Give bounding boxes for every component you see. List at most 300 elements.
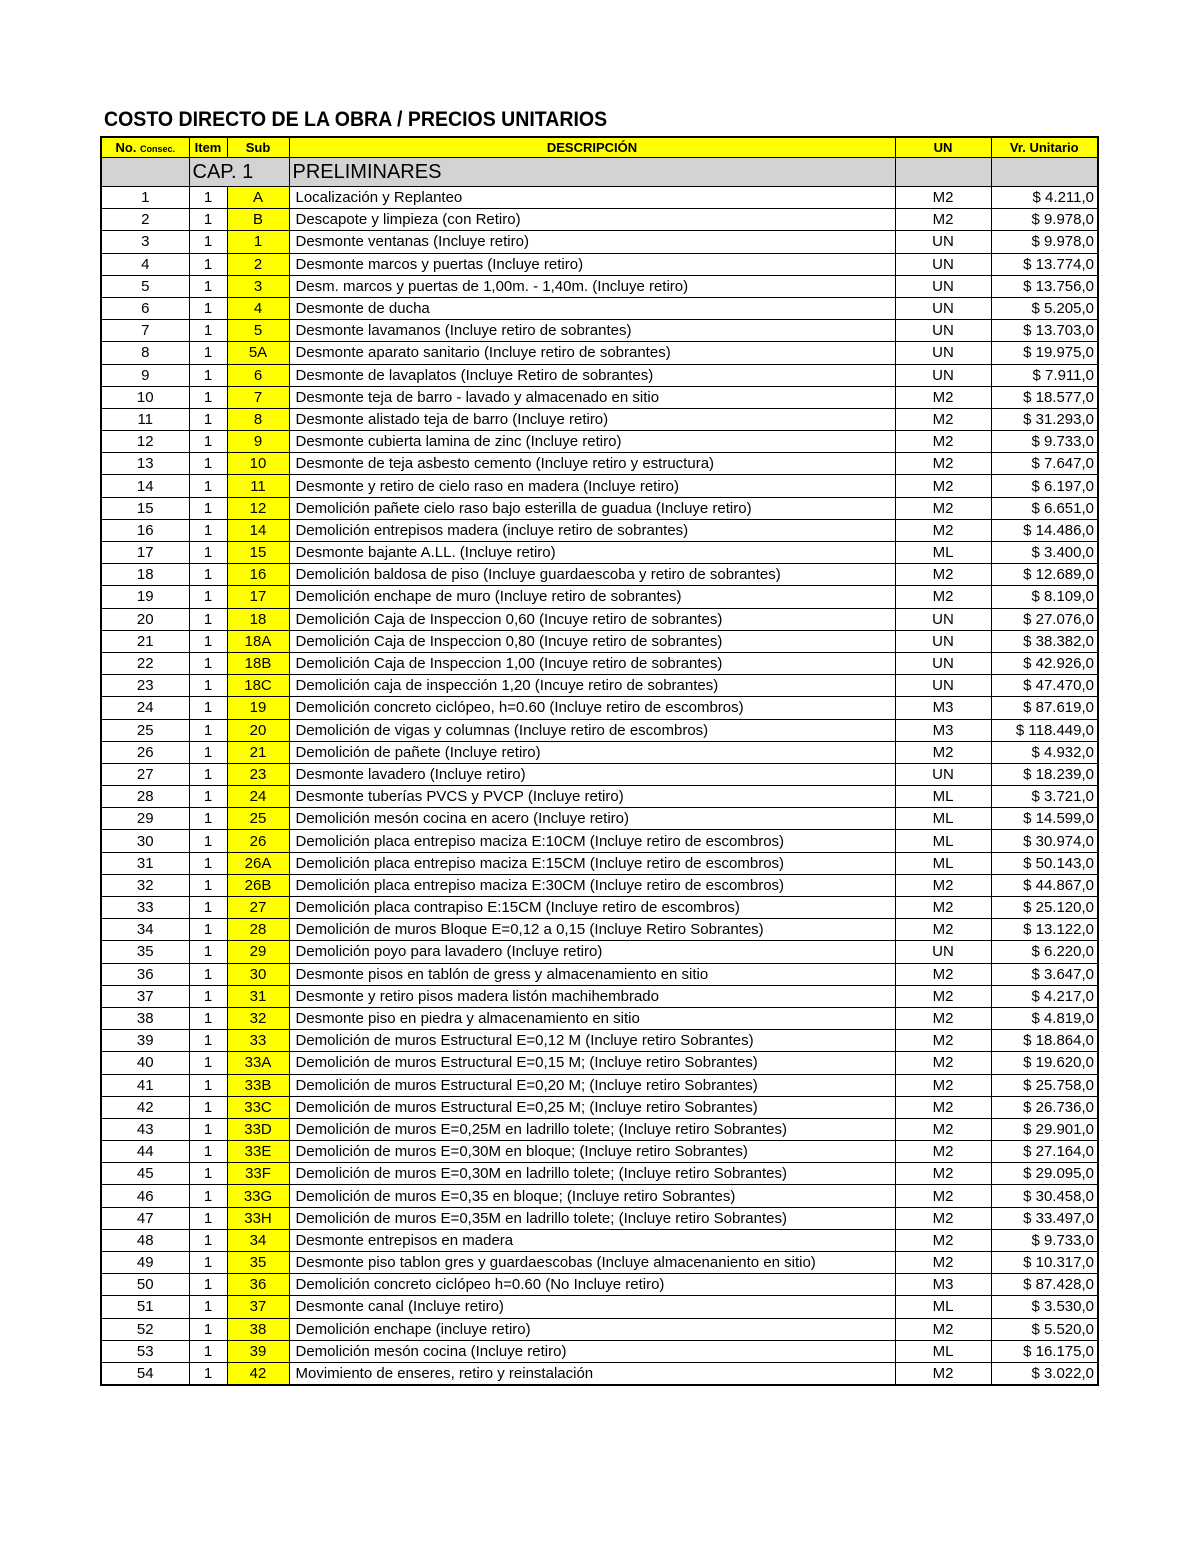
cell-sub: 33 [227, 1030, 289, 1052]
cell-item: 1 [189, 941, 227, 963]
cell-vr-unitario: $ 25.758,0 [991, 1074, 1098, 1096]
table-row [101, 763, 1098, 785]
cell-item: 1 [189, 187, 227, 209]
cell-descripcion: Demolición de muros Estructural E=0,20 M; (Incluye retiro Sobrantes) [289, 1074, 895, 1096]
cell-descripcion: Demolición poyo para lavadero (Incluye retiro) [289, 941, 895, 963]
cell-sub: 26B [227, 874, 289, 896]
cell-sub: 24 [227, 786, 289, 808]
cell-sub: 9 [227, 431, 289, 453]
cell-vr-unitario: $ 26.736,0 [991, 1096, 1098, 1118]
cell-descripcion: Demolición mesón cocina (Incluye retiro) [289, 1340, 895, 1362]
cell-sub: 32 [227, 1007, 289, 1029]
cell-no: 25 [101, 719, 189, 741]
cell-un: M2 [895, 475, 991, 497]
cell-sub: 27 [227, 897, 289, 919]
cell-vr-unitario: $ 25.120,0 [991, 897, 1098, 919]
cell-descripcion: Demolición de muros Estructural E=0,12 M (Incluye retiro Sobrantes) [289, 1030, 895, 1052]
cell-descripcion: Demolición de muros Estructural E=0,25 M; (Incluye retiro Sobrantes) [289, 1096, 895, 1118]
cell-item: 1 [189, 475, 227, 497]
table-row [101, 1274, 1098, 1296]
cell-no: 9 [101, 364, 189, 386]
cell-descripcion: Demolición Caja de Inspeccion 1,00 (Incuye retiro de sobrantes) [289, 652, 895, 674]
cell-sub: 1 [227, 231, 289, 253]
cell-sub: 42 [227, 1362, 289, 1385]
cell-sub: 2 [227, 253, 289, 275]
cell-un: M2 [895, 1163, 991, 1185]
cell-un: UN [895, 652, 991, 674]
cell-vr-unitario: $ 4.819,0 [991, 1007, 1098, 1029]
cell-no: 46 [101, 1185, 189, 1207]
cell-descripcion: Demolición concreto ciclópeo, h=0.60 (Incluye retiro de escombros) [289, 697, 895, 719]
cell-no: 8 [101, 342, 189, 364]
cell-descripcion: Demolición pañete cielo raso bajo esterilla de guadua (Incluye retiro) [289, 497, 895, 519]
cell-no: 30 [101, 830, 189, 852]
cell-no: 39 [101, 1030, 189, 1052]
cell-descripcion: Desmonte lavadero (Incluye retiro) [289, 763, 895, 785]
table-row [101, 1163, 1098, 1185]
cell-descripcion: Demolición de muros E=0,35 en bloque; (Incluye retiro Sobrantes) [289, 1185, 895, 1207]
cell-descripcion: Movimiento de enseres, retiro y reinstalación [289, 1362, 895, 1385]
table-row [101, 874, 1098, 896]
cell-no: 32 [101, 874, 189, 896]
cell-descripcion: Demolición de muros Bloque E=0,12 a 0,15 (Incluye Retiro Sobrantes) [289, 919, 895, 941]
cell-no: 22 [101, 652, 189, 674]
cell-vr-unitario: $ 47.470,0 [991, 675, 1098, 697]
cell-sub: 33H [227, 1207, 289, 1229]
cell-item: 1 [189, 519, 227, 541]
cell-sub: 33D [227, 1118, 289, 1140]
cell-item: 1 [189, 431, 227, 453]
cell-no: 16 [101, 519, 189, 541]
cell-vr-unitario: $ 50.143,0 [991, 852, 1098, 874]
table-row [101, 652, 1098, 674]
cell-item: 1 [189, 697, 227, 719]
cell-item: 1 [189, 1252, 227, 1274]
cell-descripcion: Demolición de muros E=0,30M en ladrillo tolete; (Incluye retiro Sobrantes) [289, 1163, 895, 1185]
cell-vr-unitario: $ 6.220,0 [991, 941, 1098, 963]
cell-un: ML [895, 852, 991, 874]
cell-item: 1 [189, 808, 227, 830]
table-row [101, 1318, 1098, 1340]
table-row [101, 852, 1098, 874]
cell-un: M2 [895, 1185, 991, 1207]
cell-item: 1 [189, 919, 227, 941]
cell-item: 1 [189, 786, 227, 808]
cell-descripcion: Demolición Caja de Inspeccion 0,80 (Incuye retiro de sobrantes) [289, 630, 895, 652]
cell-vr-unitario: $ 9.978,0 [991, 209, 1098, 231]
cell-sub: 25 [227, 808, 289, 830]
cell-vr-unitario: $ 27.164,0 [991, 1141, 1098, 1163]
cell-un: M3 [895, 1274, 991, 1296]
cell-no: 47 [101, 1207, 189, 1229]
cell-sub: 33A [227, 1052, 289, 1074]
cell-descripcion: Desmonte ventanas (Incluye retiro) [289, 231, 895, 253]
cell-item: 1 [189, 542, 227, 564]
table-row [101, 1052, 1098, 1074]
cell-sub: B [227, 209, 289, 231]
cell-item: 1 [189, 408, 227, 430]
cell-un: M2 [895, 985, 991, 1007]
cell-un: ML [895, 808, 991, 830]
cell-item: 1 [189, 275, 227, 297]
cell-vr-unitario: $ 19.620,0 [991, 1052, 1098, 1074]
cell-vr-unitario: $ 14.599,0 [991, 808, 1098, 830]
cell-un: M2 [895, 453, 991, 475]
cell-vr-unitario: $ 16.175,0 [991, 1340, 1098, 1362]
table-row [101, 408, 1098, 430]
page-title: COSTO DIRECTO DE LA OBRA / PRECIOS UNITARIOS [104, 108, 608, 131]
cell-no: 23 [101, 675, 189, 697]
cell-descripcion: Desmonte y retiro pisos madera listón machihembrado [289, 985, 895, 1007]
cell-no: 18 [101, 564, 189, 586]
cell-sub: 7 [227, 386, 289, 408]
cell-vr-unitario: $ 7.647,0 [991, 453, 1098, 475]
cell-descripcion: Demolición enchape (incluye retiro) [289, 1318, 895, 1340]
cell-vr-unitario: $ 4.932,0 [991, 741, 1098, 763]
cell-descripcion: Demolición concreto ciclópeo h=0.60 (No Incluye retiro) [289, 1274, 895, 1296]
cell-un: M2 [895, 919, 991, 941]
table-row [101, 697, 1098, 719]
table-row [101, 1340, 1098, 1362]
cell-un: M2 [895, 1030, 991, 1052]
cell-un: M2 [895, 897, 991, 919]
table-row [101, 1185, 1098, 1207]
cell-descripcion: Demolición mesón cocina en acero (Incluye retiro) [289, 808, 895, 830]
cell-sub: 26A [227, 852, 289, 874]
cell-descripcion: Desmonte alistado teja de barro (Incluye retiro) [289, 408, 895, 430]
table-row [101, 586, 1098, 608]
table-row [101, 1207, 1098, 1229]
cell-vr-unitario: $ 31.293,0 [991, 408, 1098, 430]
cell-vr-unitario: $ 3.530,0 [991, 1296, 1098, 1318]
cell-un: M2 [895, 187, 991, 209]
cell-vr-unitario: $ 42.926,0 [991, 652, 1098, 674]
cell-sub: 33E [227, 1141, 289, 1163]
cell-un: M2 [895, 1007, 991, 1029]
cell-vr-unitario: $ 9.733,0 [991, 1229, 1098, 1251]
table-row [101, 1118, 1098, 1140]
cell-no: 27 [101, 763, 189, 785]
cell-no: 52 [101, 1318, 189, 1340]
cell-descripcion: Desmonte cubierta lamina de zinc (Incluye retiro) [289, 431, 895, 453]
cell-un: UN [895, 320, 991, 342]
cell-sub: 36 [227, 1274, 289, 1296]
cell-no: 29 [101, 808, 189, 830]
cell-no: 48 [101, 1229, 189, 1251]
cell-item: 1 [189, 231, 227, 253]
table-row [101, 808, 1098, 830]
cell-item: 1 [189, 874, 227, 896]
table-row [101, 320, 1098, 342]
cell-item: 1 [189, 608, 227, 630]
cell-no: 17 [101, 542, 189, 564]
cell-descripcion: Desmonte y retiro de cielo raso en madera (Incluye retiro) [289, 475, 895, 497]
cell-no: 2 [101, 209, 189, 231]
cell-sub: 31 [227, 985, 289, 1007]
cell-item: 1 [189, 1096, 227, 1118]
cell-no: 44 [101, 1141, 189, 1163]
chapter-label: CAP. 1 [189, 158, 289, 187]
cell-no: 31 [101, 852, 189, 874]
cell-item: 1 [189, 497, 227, 519]
cell-descripcion: Desmonte canal (Incluye retiro) [289, 1296, 895, 1318]
cell-sub: 18B [227, 652, 289, 674]
cell-vr-unitario: $ 87.619,0 [991, 697, 1098, 719]
cell-un: ML [895, 830, 991, 852]
cell-no: 54 [101, 1362, 189, 1385]
cell-sub: 38 [227, 1318, 289, 1340]
cell-sub: 37 [227, 1296, 289, 1318]
cell-no: 14 [101, 475, 189, 497]
cell-no: 40 [101, 1052, 189, 1074]
cell-un: M2 [895, 1362, 991, 1385]
cell-descripcion: Desmonte de lavaplatos (Incluye Retiro de sobrantes) [289, 364, 895, 386]
cell-item: 1 [189, 830, 227, 852]
cell-vr-unitario: $ 13.756,0 [991, 275, 1098, 297]
cell-descripcion: Demolición de muros E=0,25M en ladrillo tolete; (Incluye retiro Sobrantes) [289, 1118, 895, 1140]
cell-descripcion: Desm. marcos y puertas de 1,00m. - 1,40m. (Incluye retiro) [289, 275, 895, 297]
cell-un: UN [895, 763, 991, 785]
cell-item: 1 [189, 1296, 227, 1318]
cell-item: 1 [189, 675, 227, 697]
cell-item: 1 [189, 386, 227, 408]
cell-un: ML [895, 1340, 991, 1362]
cell-un: M2 [895, 1252, 991, 1274]
cell-descripcion: Demolición placa entrepiso maciza E:15CM (Incluye retiro de escombros) [289, 852, 895, 874]
cell-vr-unitario: $ 13.122,0 [991, 919, 1098, 941]
cell-item: 1 [189, 1362, 227, 1385]
cell-no: 42 [101, 1096, 189, 1118]
cell-descripcion: Desmonte teja de barro - lavado y almacenado en sitio [289, 386, 895, 408]
chapter-empty-cell [895, 158, 991, 187]
cell-vr-unitario: $ 3.022,0 [991, 1362, 1098, 1385]
cell-item: 1 [189, 1229, 227, 1251]
cell-no: 51 [101, 1296, 189, 1318]
cell-descripcion: Desmonte piso tablon gres y guardaescobas (Incluye almacenaniento en sitio) [289, 1252, 895, 1274]
cell-item: 1 [189, 652, 227, 674]
header-no-consec: No. Consec. [101, 137, 189, 158]
cell-sub: 17 [227, 586, 289, 608]
cell-un: M2 [895, 564, 991, 586]
cell-item: 1 [189, 320, 227, 342]
cell-vr-unitario: $ 12.689,0 [991, 564, 1098, 586]
cell-descripcion: Demolición de muros E=0,30M en bloque; (Incluye retiro Sobrantes) [289, 1141, 895, 1163]
cell-descripcion: Demolición Caja de Inspeccion 0,60 (Incuye retiro de sobrantes) [289, 608, 895, 630]
cell-vr-unitario: $ 4.211,0 [991, 187, 1098, 209]
table-row [101, 1141, 1098, 1163]
cell-descripcion: Desmonte aparato sanitario (Incluye retiro de sobrantes) [289, 342, 895, 364]
cell-no: 5 [101, 275, 189, 297]
cell-sub: 18C [227, 675, 289, 697]
cell-un: M2 [895, 386, 991, 408]
header-un: UN [895, 137, 991, 158]
cell-no: 38 [101, 1007, 189, 1029]
table-row [101, 275, 1098, 297]
cell-vr-unitario: $ 30.458,0 [991, 1185, 1098, 1207]
cell-sub: 8 [227, 408, 289, 430]
cell-item: 1 [189, 1052, 227, 1074]
cell-vr-unitario: $ 9.733,0 [991, 431, 1098, 453]
cell-vr-unitario: $ 33.497,0 [991, 1207, 1098, 1229]
cell-sub: 35 [227, 1252, 289, 1274]
table-row [101, 209, 1098, 231]
header-sub: Sub [227, 137, 289, 158]
cell-no: 19 [101, 586, 189, 608]
table-header-row [101, 137, 1098, 158]
chapter-name: PRELIMINARES [289, 158, 895, 187]
cell-descripcion: Demolición baldosa de piso (Incluye guardaescoba y retiro de sobrantes) [289, 564, 895, 586]
cell-sub: 14 [227, 519, 289, 541]
table-row [101, 786, 1098, 808]
cell-no: 4 [101, 253, 189, 275]
cell-no: 43 [101, 1118, 189, 1140]
table-row [101, 1252, 1098, 1274]
table-row [101, 297, 1098, 319]
chapter-empty-cell [991, 158, 1098, 187]
cell-descripcion: Demolición de pañete (Incluye retiro) [289, 741, 895, 763]
cell-vr-unitario: $ 7.911,0 [991, 364, 1098, 386]
cell-sub: 19 [227, 697, 289, 719]
cell-vr-unitario: $ 87.428,0 [991, 1274, 1098, 1296]
cell-item: 1 [189, 1274, 227, 1296]
cell-vr-unitario: $ 10.317,0 [991, 1252, 1098, 1274]
cell-no: 36 [101, 963, 189, 985]
cell-un: M2 [895, 1207, 991, 1229]
table-row [101, 253, 1098, 275]
cell-descripcion: Desmonte tuberías PVCS y PVCP (Incluye retiro) [289, 786, 895, 808]
cell-sub: 4 [227, 297, 289, 319]
cell-sub: 20 [227, 719, 289, 741]
cell-un: UN [895, 231, 991, 253]
cell-no: 35 [101, 941, 189, 963]
cell-vr-unitario: $ 29.095,0 [991, 1163, 1098, 1185]
cell-descripcion: Desmonte piso en piedra y almacenamiento en sitio [289, 1007, 895, 1029]
cell-vr-unitario: $ 13.703,0 [991, 320, 1098, 342]
table-row [101, 542, 1098, 564]
header-vr-unitario: Vr. Unitario [991, 137, 1098, 158]
cell-item: 1 [189, 586, 227, 608]
cell-no: 12 [101, 431, 189, 453]
cell-no: 45 [101, 1163, 189, 1185]
table-row [101, 1074, 1098, 1096]
cell-sub: 18 [227, 608, 289, 630]
cell-descripcion: Demolición entrepisos madera (incluye retiro de sobrantes) [289, 519, 895, 541]
table-row [101, 386, 1098, 408]
cell-un: M2 [895, 741, 991, 763]
cell-un: M3 [895, 719, 991, 741]
table-row [101, 364, 1098, 386]
table-row [101, 985, 1098, 1007]
cell-descripcion: Desmonte pisos en tablón de gress y almacenamiento en sitio [289, 963, 895, 985]
cell-no: 24 [101, 697, 189, 719]
cell-sub: 16 [227, 564, 289, 586]
table-row [101, 1030, 1098, 1052]
cell-descripcion: Desmonte de ducha [289, 297, 895, 319]
cell-descripcion: Desmonte marcos y puertas (Incluye retiro) [289, 253, 895, 275]
cell-no: 41 [101, 1074, 189, 1096]
cell-vr-unitario: $ 5.205,0 [991, 297, 1098, 319]
cell-vr-unitario: $ 30.974,0 [991, 830, 1098, 852]
cell-un: M2 [895, 586, 991, 608]
cell-item: 1 [189, 963, 227, 985]
cell-un: M2 [895, 431, 991, 453]
table-row [101, 675, 1098, 697]
table-row [101, 1296, 1098, 1318]
cell-no: 49 [101, 1252, 189, 1274]
cell-item: 1 [189, 342, 227, 364]
cell-un: M2 [895, 1096, 991, 1118]
chapter-empty-cell [101, 158, 189, 187]
cell-sub: 34 [227, 1229, 289, 1251]
cell-item: 1 [189, 453, 227, 475]
cell-vr-unitario: $ 8.109,0 [991, 586, 1098, 608]
table-row [101, 231, 1098, 253]
table-row [101, 564, 1098, 586]
cell-item: 1 [189, 852, 227, 874]
cell-descripcion: Demolición enchape de muro (Incluye retiro de sobrantes) [289, 586, 895, 608]
table-row [101, 919, 1098, 941]
cell-vr-unitario: $ 38.382,0 [991, 630, 1098, 652]
cell-sub: 21 [227, 741, 289, 763]
cell-no: 1 [101, 187, 189, 209]
cell-vr-unitario: $ 13.774,0 [991, 253, 1098, 275]
cell-item: 1 [189, 763, 227, 785]
cell-descripcion: Demolición de muros Estructural E=0,15 M; (Incluye retiro Sobrantes) [289, 1052, 895, 1074]
table-row [101, 719, 1098, 741]
cell-item: 1 [189, 1141, 227, 1163]
cell-un: UN [895, 253, 991, 275]
cell-un: M2 [895, 963, 991, 985]
cell-vr-unitario: $ 14.486,0 [991, 519, 1098, 541]
cell-un: M2 [895, 1229, 991, 1251]
cell-un: M2 [895, 1118, 991, 1140]
cell-sub: 33C [227, 1096, 289, 1118]
cell-sub: 30 [227, 963, 289, 985]
cell-un: M2 [895, 1052, 991, 1074]
cell-no: 6 [101, 297, 189, 319]
table-row [101, 1007, 1098, 1029]
cell-un: UN [895, 608, 991, 630]
cell-sub: 5 [227, 320, 289, 342]
cell-sub: 12 [227, 497, 289, 519]
cell-item: 1 [189, 897, 227, 919]
cell-item: 1 [189, 1007, 227, 1029]
chapter-row [101, 158, 1098, 187]
cell-sub: 3 [227, 275, 289, 297]
cell-item: 1 [189, 1185, 227, 1207]
cell-item: 1 [189, 564, 227, 586]
cell-descripcion: Demolición de muros E=0,35M en ladrillo tolete; (Incluye retiro Sobrantes) [289, 1207, 895, 1229]
table-row [101, 187, 1098, 209]
cell-descripcion: Demolición placa entrepiso maciza E:10CM (Incluye retiro de escombros) [289, 830, 895, 852]
cell-item: 1 [189, 209, 227, 231]
cell-vr-unitario: $ 5.520,0 [991, 1318, 1098, 1340]
table-row [101, 342, 1098, 364]
cell-vr-unitario: $ 27.076,0 [991, 608, 1098, 630]
cell-descripcion: Desmonte entrepisos en madera [289, 1229, 895, 1251]
cell-un: M2 [895, 1318, 991, 1340]
table-row [101, 497, 1098, 519]
cell-un: M2 [895, 519, 991, 541]
cell-un: ML [895, 1296, 991, 1318]
cell-item: 1 [189, 297, 227, 319]
cell-item: 1 [189, 741, 227, 763]
cell-sub: 26 [227, 830, 289, 852]
cell-un: UN [895, 630, 991, 652]
cell-un: M2 [895, 1074, 991, 1096]
cell-sub: 33F [227, 1163, 289, 1185]
cell-no: 26 [101, 741, 189, 763]
